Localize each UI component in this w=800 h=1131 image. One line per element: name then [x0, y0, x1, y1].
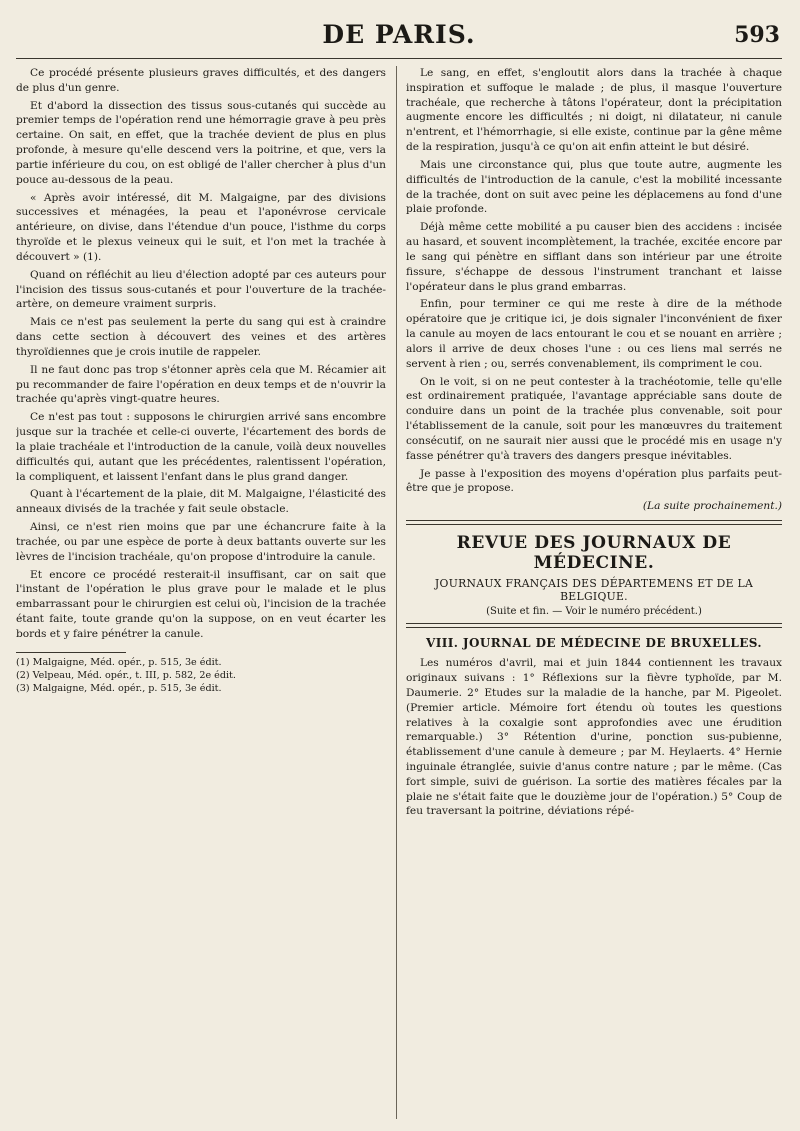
footnote: (1) Malgaigne, Méd. opér., p. 515, 3e édit.: [16, 656, 222, 668]
paragraph: Je passe à l'exposition des moyens d'opération plus parfaits peut-être que je propose.: [406, 467, 782, 495]
footnote-rule: [16, 652, 126, 653]
paragraph: Et d'abord la dissection des tissus sous-cutanés qui succède au premier temps de l'opération rend une hémorragie grave à peu près certaine. On sait, en effet, que la trachée devient de plus en plus profonde, à mesure qu'elle descend vers la poitrine, et que, vers la partie inférieure du cou, on est obligé de l'aller chercher à plus d'un pouce au-dessous de la peau.: [16, 99, 386, 186]
running-head: [16, 14, 782, 59]
paragraph: Quant à l'écartement de la plaie, dit M. Malgaigne, l'élasticité des anneaux divisés de la trachée y fait seule obstacle.: [16, 488, 386, 516]
paragraph: Et encore ce procédé resterait-il insuffisant, car on sait que l'instant de l'opération le plus grave pour le malade et le plus embarrassant pour le chirurgien est celui où, l'incision de la trachée étant faite, toute grande qu'on la suppose, on en veut écarter les bords et y faire pénétrer la canule.: [16, 568, 386, 640]
left-column: [16, 66, 386, 1119]
continuation-note: (La suite prochainement.): [642, 500, 782, 513]
paragraph: Quand on réfléchit au lieu d'élection adopté par ces auteurs pour l'incision des tissus sous-cutanés et pour l'ouverture de la trachée-artère, on demeure vraiment surpris.: [16, 268, 386, 311]
journal-title: VIII. JOURNAL DE MÉDECINE DE BRUXELLES.: [426, 636, 762, 651]
paragraph: Ce procédé présente plusieurs graves difficultés, et des dangers de plus d'un genre.: [16, 67, 386, 94]
paragraph: Il ne faut donc pas trop s'étonner après cela que M. Récamier ait pu recommander de faire l'opération en deux temps et de n'ouvrir la trachée qu'après vingt-quatre heures.: [16, 363, 386, 406]
section-subtitle: JOURNAUX FRANÇAIS DES DÉPARTEMENS ET DE LA BELGIQUE.: [434, 577, 754, 604]
paragraph: Ainsi, ce n'est rien moins que par une échancrure faite à la trachée, ou par une espèce de porte à deux battants ouverte sur les lèvres de l'incision trachéale, qu'on propose d'introduire la canule.: [16, 521, 386, 563]
column-divider: [396, 66, 397, 1119]
section-note: (Suite et fin. — Voir le numéro précédent.): [486, 606, 702, 618]
footnote: (3) Malgaigne, Méd. opér., p. 515, 3e édit.: [16, 682, 222, 694]
paragraph: « Après avoir intéressé, dit M. Malgaigne, par des divisions successives et ménagées, la peau et l'aponévrose cervicale antérieure, on divise, dans l'étendue d'un pouce, l'isthme du corps thyroïde et le plexus veineux qui le suit, et l'on met la trachée à découvert » (1).: [16, 191, 386, 263]
journal-page: [16, 14, 782, 1119]
paragraph: Le sang, en effet, s'engloutit alors dans la trachée à chaque inspiration et suffoque le malade ; de plus, il masque l'ouverture trachéale, que recherche à tâtons l'opérateur, dont la précipitation augmente encore les difficultés ; ni doigt, ni dilatateur, ni canule n'entrent, et l'hémorrhagie, si elle existe, continue par la gêne même de la respiration, jusqu'à ce qu'on ait enfin atteint le but désiré.: [406, 67, 782, 154]
paragraph: Déjà même cette mobilité a pu causer bien des accidens : incisée au hasard, et souvent incomplètement, la trachée, excitée encore par le sang qui pénètre en sifflant dans son intérieur par une étroite fissure, s'échappe de dessous l'instrument tranchant et laisse l'opérateur dans le plus grand embarras.: [406, 221, 782, 293]
section-title: REVUE DES JOURNAUX DE MÉDECINE.: [456, 533, 732, 574]
section-rule: [406, 623, 782, 628]
running-title: DE PARIS.: [322, 20, 476, 49]
right-column: [406, 66, 782, 1119]
section-rule: [406, 520, 782, 525]
paragraph: Les numéros d'avril, mai et juin 1844 contiennent les travaux originaux suivans : 1° Réflexions sur la fièvre typhoïde, par M. Daumerie. 2° Etudes sur la maladie de la hanche, par M. Pigeolet. (Premier article. Mémoire fort étendu où toutes les questions relatives à la coxalgie sont approfondies avec une érudition remarquable.) 3° Rétention d'urine, ponction sus-pubienne, établissement d'une canule à demeure ; par M. Heylaerts. 4° Hernie inguinale étranglée, suivie d'anus contre nature ; par le même. (Cas fort simple, suivi de guérison. La sortie des matières fécales par la plaie ne s'était faite que le douzième jour de l'opération.) 5° Coup de feu traversant la poitrine, déviations répé-: [406, 657, 782, 818]
paragraph: Ce n'est pas tout : supposons le chirurgien arrivé sans encombre jusque sur la trachée et celle-ci ouverte, l'écartement des bords de la plaie trachéale et l'introduction de la canule, voilà deux nouvelles difficultés qui, autant que les précédentes, ralentissent l'opération, la compliquent, et laissent l'enfant dans le plus grand danger.: [16, 411, 386, 483]
page-number: 593: [734, 22, 780, 48]
paragraph: Enfin, pour terminer ce qui me reste à dire de la méthode opératoire que je critique ici, je dois signaler l'inconvénient de fixer la canule au moyen de lacs entourant le cou et se nouant en arrière ; alors il arrive de deux choses l'une : ou ces liens mal serrés ne servent à rien ; ou, serrés convenablement, ils compriment le cou.: [406, 298, 782, 370]
footnote: (2) Velpeau, Méd. opér., t. III, p. 582, 2e édit.: [16, 669, 236, 681]
text-columns: [16, 66, 782, 1119]
paragraph: Mais une circonstance qui, plus que toute autre, augmente les difficultés de l'introduction de la canule, c'est la mobilité incessante de la trachée, dont on suit avec peine les déplacemens au fond d'une plaie profonde.: [406, 158, 782, 216]
paragraph: Mais ce n'est pas seulement la perte du sang qui est à craindre dans cette section à découvert des veines et des artères thyroïdiennes que je crois inutile de rappeler.: [16, 316, 386, 358]
paragraph: On le voit, si on ne peut contester à la trachéotomie, telle qu'elle est ordinairement pratiquée, l'avantage appréciable sans doute de conduire dans un point de la trachée plus convenable, soit pour l'établissement de la canule, soit pour les manœuvres du traitement consécutif, on ne saurait nier aussi que le procédé mis en usage n'y fasse pénétrer qu'à travers des dangers presque inévitables.: [406, 375, 782, 462]
